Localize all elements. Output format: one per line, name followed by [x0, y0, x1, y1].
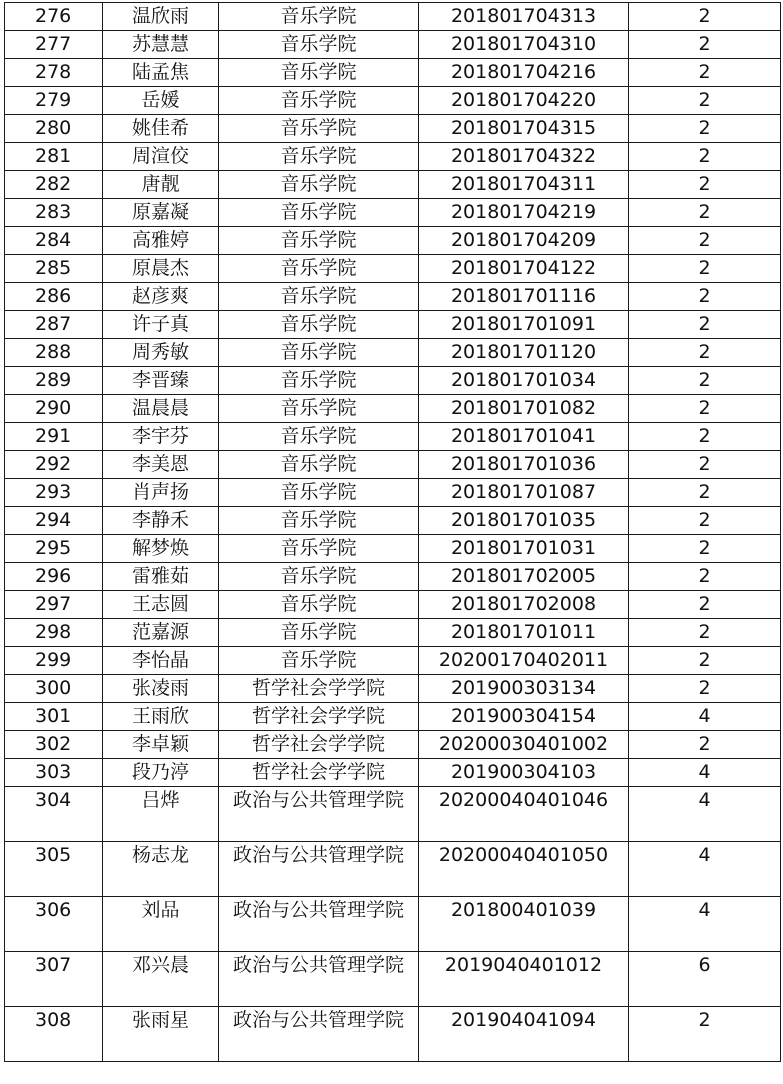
count-cell: 2 [629, 115, 781, 143]
student-id-cell: 201801701011 [419, 619, 629, 647]
table-row [5, 563, 781, 591]
college-cell: 音乐学院 [219, 423, 419, 451]
row-number-cell: 300 [5, 675, 103, 703]
count-cell: 2 [629, 563, 781, 591]
student-name-cell: 段乃渟 [103, 759, 219, 787]
row-number-cell: 299 [5, 647, 103, 675]
student-id-cell: 201900304103 [419, 759, 629, 787]
row-number-cell: 283 [5, 199, 103, 227]
table-row [5, 283, 781, 311]
row-number-cell: 281 [5, 143, 103, 171]
student-name-cell: 肖声扬 [103, 479, 219, 507]
student-name-cell: 赵彦爽 [103, 283, 219, 311]
row-number-cell: 286 [5, 283, 103, 311]
student-name-cell: 陆孟焦 [103, 59, 219, 87]
count-cell: 2 [629, 507, 781, 535]
count-cell: 2 [629, 283, 781, 311]
student-id-cell: 201801701116 [419, 283, 629, 311]
college-cell: 音乐学院 [219, 3, 419, 31]
count-cell: 2 [629, 619, 781, 647]
student-table-body [5, 3, 781, 1062]
count-cell: 6 [629, 952, 781, 1007]
row-number-cell: 302 [5, 731, 103, 759]
count-cell: 2 [629, 311, 781, 339]
table-row [5, 703, 781, 731]
count-cell: 2 [629, 3, 781, 31]
count-cell: 2 [629, 59, 781, 87]
college-cell: 哲学社会学学院 [219, 703, 419, 731]
row-number-cell: 298 [5, 619, 103, 647]
row-number-cell: 289 [5, 367, 103, 395]
college-cell: 政治与公共管理学院 [219, 842, 419, 897]
student-name-cell: 周秀敏 [103, 339, 219, 367]
row-number-cell: 277 [5, 31, 103, 59]
table-row [5, 59, 781, 87]
student-id-cell: 201801704122 [419, 255, 629, 283]
table-row [5, 591, 781, 619]
student-id-cell: 201900303134 [419, 675, 629, 703]
student-id-cell: 201801701031 [419, 535, 629, 563]
college-cell: 音乐学院 [219, 143, 419, 171]
count-cell: 2 [629, 423, 781, 451]
student-name-cell: 姚佳希 [103, 115, 219, 143]
student-id-cell: 2019040401012 [419, 952, 629, 1007]
row-number-cell: 306 [5, 897, 103, 952]
row-number-cell: 288 [5, 339, 103, 367]
student-id-cell: 201904041094 [419, 1007, 629, 1062]
student-id-cell: 201801701041 [419, 423, 629, 451]
table-row [5, 535, 781, 563]
row-number-cell: 303 [5, 759, 103, 787]
row-number-cell: 290 [5, 395, 103, 423]
row-number-cell: 282 [5, 171, 103, 199]
college-cell: 音乐学院 [219, 255, 419, 283]
college-cell: 音乐学院 [219, 451, 419, 479]
student-id-cell: 201801704322 [419, 143, 629, 171]
college-cell: 音乐学院 [219, 31, 419, 59]
row-number-cell: 295 [5, 535, 103, 563]
table-row [5, 647, 781, 675]
college-cell: 政治与公共管理学院 [219, 1007, 419, 1062]
student-name-cell: 张凌雨 [103, 675, 219, 703]
student-name-cell: 原晨杰 [103, 255, 219, 283]
row-number-cell: 285 [5, 255, 103, 283]
student-name-cell: 温晨晨 [103, 395, 219, 423]
row-number-cell: 297 [5, 591, 103, 619]
college-cell: 音乐学院 [219, 563, 419, 591]
college-cell: 音乐学院 [219, 311, 419, 339]
student-id-cell: 201900304154 [419, 703, 629, 731]
count-cell: 2 [629, 1007, 781, 1062]
row-number-cell: 294 [5, 507, 103, 535]
count-cell: 4 [629, 897, 781, 952]
table-row [5, 31, 781, 59]
row-number-cell: 291 [5, 423, 103, 451]
college-cell: 音乐学院 [219, 367, 419, 395]
count-cell: 2 [629, 339, 781, 367]
college-cell: 音乐学院 [219, 171, 419, 199]
student-name-cell: 李晋臻 [103, 367, 219, 395]
college-cell: 音乐学院 [219, 535, 419, 563]
count-cell: 4 [629, 842, 781, 897]
college-cell: 音乐学院 [219, 619, 419, 647]
row-number-cell: 287 [5, 311, 103, 339]
student-id-cell: 201801704311 [419, 171, 629, 199]
table-row [5, 759, 781, 787]
table-row [5, 311, 781, 339]
student-name-cell: 王志圆 [103, 591, 219, 619]
student-id-cell: 201801701120 [419, 339, 629, 367]
student-name-cell: 李静禾 [103, 507, 219, 535]
table-row [5, 619, 781, 647]
table-row [5, 451, 781, 479]
count-cell: 4 [629, 759, 781, 787]
row-number-cell: 284 [5, 227, 103, 255]
college-cell: 音乐学院 [219, 115, 419, 143]
table-row [5, 675, 781, 703]
count-cell: 2 [629, 171, 781, 199]
count-cell: 2 [629, 227, 781, 255]
row-number-cell: 296 [5, 563, 103, 591]
student-name-cell: 范嘉源 [103, 619, 219, 647]
student-id-cell: 201801702005 [419, 563, 629, 591]
student-id-cell: 201801704216 [419, 59, 629, 87]
college-cell: 音乐学院 [219, 591, 419, 619]
count-cell: 2 [629, 591, 781, 619]
count-cell: 2 [629, 479, 781, 507]
student-name-cell: 温欣雨 [103, 3, 219, 31]
student-id-cell: 201801704220 [419, 87, 629, 115]
table-row [5, 339, 781, 367]
student-name-cell: 岳媛 [103, 87, 219, 115]
college-cell: 音乐学院 [219, 479, 419, 507]
college-cell: 政治与公共管理学院 [219, 787, 419, 842]
college-cell: 音乐学院 [219, 647, 419, 675]
row-number-cell: 304 [5, 787, 103, 842]
count-cell: 2 [629, 451, 781, 479]
student-name-cell: 高雅婷 [103, 227, 219, 255]
count-cell: 2 [629, 535, 781, 563]
row-number-cell: 276 [5, 3, 103, 31]
student-table [4, 2, 781, 1062]
student-id-cell: 201801704313 [419, 3, 629, 31]
student-name-cell: 张雨星 [103, 1007, 219, 1062]
count-cell: 2 [629, 143, 781, 171]
row-number-cell: 301 [5, 703, 103, 731]
table-row [5, 115, 781, 143]
row-number-cell: 292 [5, 451, 103, 479]
count-cell: 4 [629, 787, 781, 842]
college-cell: 音乐学院 [219, 227, 419, 255]
college-cell: 音乐学院 [219, 507, 419, 535]
student-name-cell: 唐靓 [103, 171, 219, 199]
student-id-cell: 201801701035 [419, 507, 629, 535]
table-row [5, 952, 781, 1007]
college-cell: 音乐学院 [219, 339, 419, 367]
table-row [5, 87, 781, 115]
college-cell: 政治与公共管理学院 [219, 952, 419, 1007]
student-name-cell: 李美恩 [103, 451, 219, 479]
college-cell: 音乐学院 [219, 87, 419, 115]
student-name-cell: 周渲佼 [103, 143, 219, 171]
row-number-cell: 280 [5, 115, 103, 143]
student-name-cell: 雷雅茹 [103, 563, 219, 591]
student-name-cell: 李卓颖 [103, 731, 219, 759]
table-row [5, 731, 781, 759]
student-name-cell: 许子真 [103, 311, 219, 339]
student-id-cell: 20200040401050 [419, 842, 629, 897]
student-id-cell: 201801701091 [419, 311, 629, 339]
row-number-cell: 307 [5, 952, 103, 1007]
student-name-cell: 苏慧慧 [103, 31, 219, 59]
student-id-cell: 20200030401002 [419, 731, 629, 759]
college-cell: 政治与公共管理学院 [219, 897, 419, 952]
student-id-cell: 20200170402011 [419, 647, 629, 675]
table-row [5, 3, 781, 31]
table-row [5, 171, 781, 199]
student-name-cell: 李宇芬 [103, 423, 219, 451]
student-id-cell: 201801704209 [419, 227, 629, 255]
table-row [5, 787, 781, 842]
table-row [5, 395, 781, 423]
student-name-cell: 吕烨 [103, 787, 219, 842]
student-name-cell: 原嘉凝 [103, 199, 219, 227]
table-row [5, 507, 781, 535]
student-id-cell: 20200040401046 [419, 787, 629, 842]
count-cell: 2 [629, 395, 781, 423]
row-number-cell: 293 [5, 479, 103, 507]
table-row [5, 479, 781, 507]
count-cell: 2 [629, 731, 781, 759]
table-row [5, 227, 781, 255]
row-number-cell: 278 [5, 59, 103, 87]
row-number-cell: 279 [5, 87, 103, 115]
student-name-cell: 杨志龙 [103, 842, 219, 897]
student-id-cell: 201801701082 [419, 395, 629, 423]
count-cell: 2 [629, 31, 781, 59]
table-row [5, 143, 781, 171]
student-id-cell: 201800401039 [419, 897, 629, 952]
student-id-cell: 201801704310 [419, 31, 629, 59]
student-id-cell: 201801701087 [419, 479, 629, 507]
student-name-cell: 李怡晶 [103, 647, 219, 675]
college-cell: 哲学社会学学院 [219, 731, 419, 759]
table-row [5, 199, 781, 227]
student-name-cell: 解梦焕 [103, 535, 219, 563]
count-cell: 2 [629, 367, 781, 395]
count-cell: 2 [629, 87, 781, 115]
college-cell: 哲学社会学学院 [219, 759, 419, 787]
row-number-cell: 305 [5, 842, 103, 897]
college-cell: 音乐学院 [219, 395, 419, 423]
student-name-cell: 王雨欣 [103, 703, 219, 731]
count-cell: 2 [629, 255, 781, 283]
table-row [5, 255, 781, 283]
college-cell: 音乐学院 [219, 59, 419, 87]
student-id-cell: 201801701034 [419, 367, 629, 395]
college-cell: 哲学社会学学院 [219, 675, 419, 703]
student-id-cell: 201801704315 [419, 115, 629, 143]
count-cell: 4 [629, 703, 781, 731]
college-cell: 音乐学院 [219, 199, 419, 227]
student-name-cell: 邓兴晨 [103, 952, 219, 1007]
student-id-cell: 201801701036 [419, 451, 629, 479]
count-cell: 2 [629, 647, 781, 675]
student-name-cell: 刘品 [103, 897, 219, 952]
row-number-cell: 308 [5, 1007, 103, 1062]
table-row [5, 897, 781, 952]
table-row [5, 842, 781, 897]
count-cell: 2 [629, 675, 781, 703]
college-cell: 音乐学院 [219, 283, 419, 311]
student-id-cell: 201801702008 [419, 591, 629, 619]
count-cell: 2 [629, 199, 781, 227]
table-row [5, 367, 781, 395]
student-id-cell: 201801704219 [419, 199, 629, 227]
table-row [5, 1007, 781, 1062]
table-row [5, 423, 781, 451]
